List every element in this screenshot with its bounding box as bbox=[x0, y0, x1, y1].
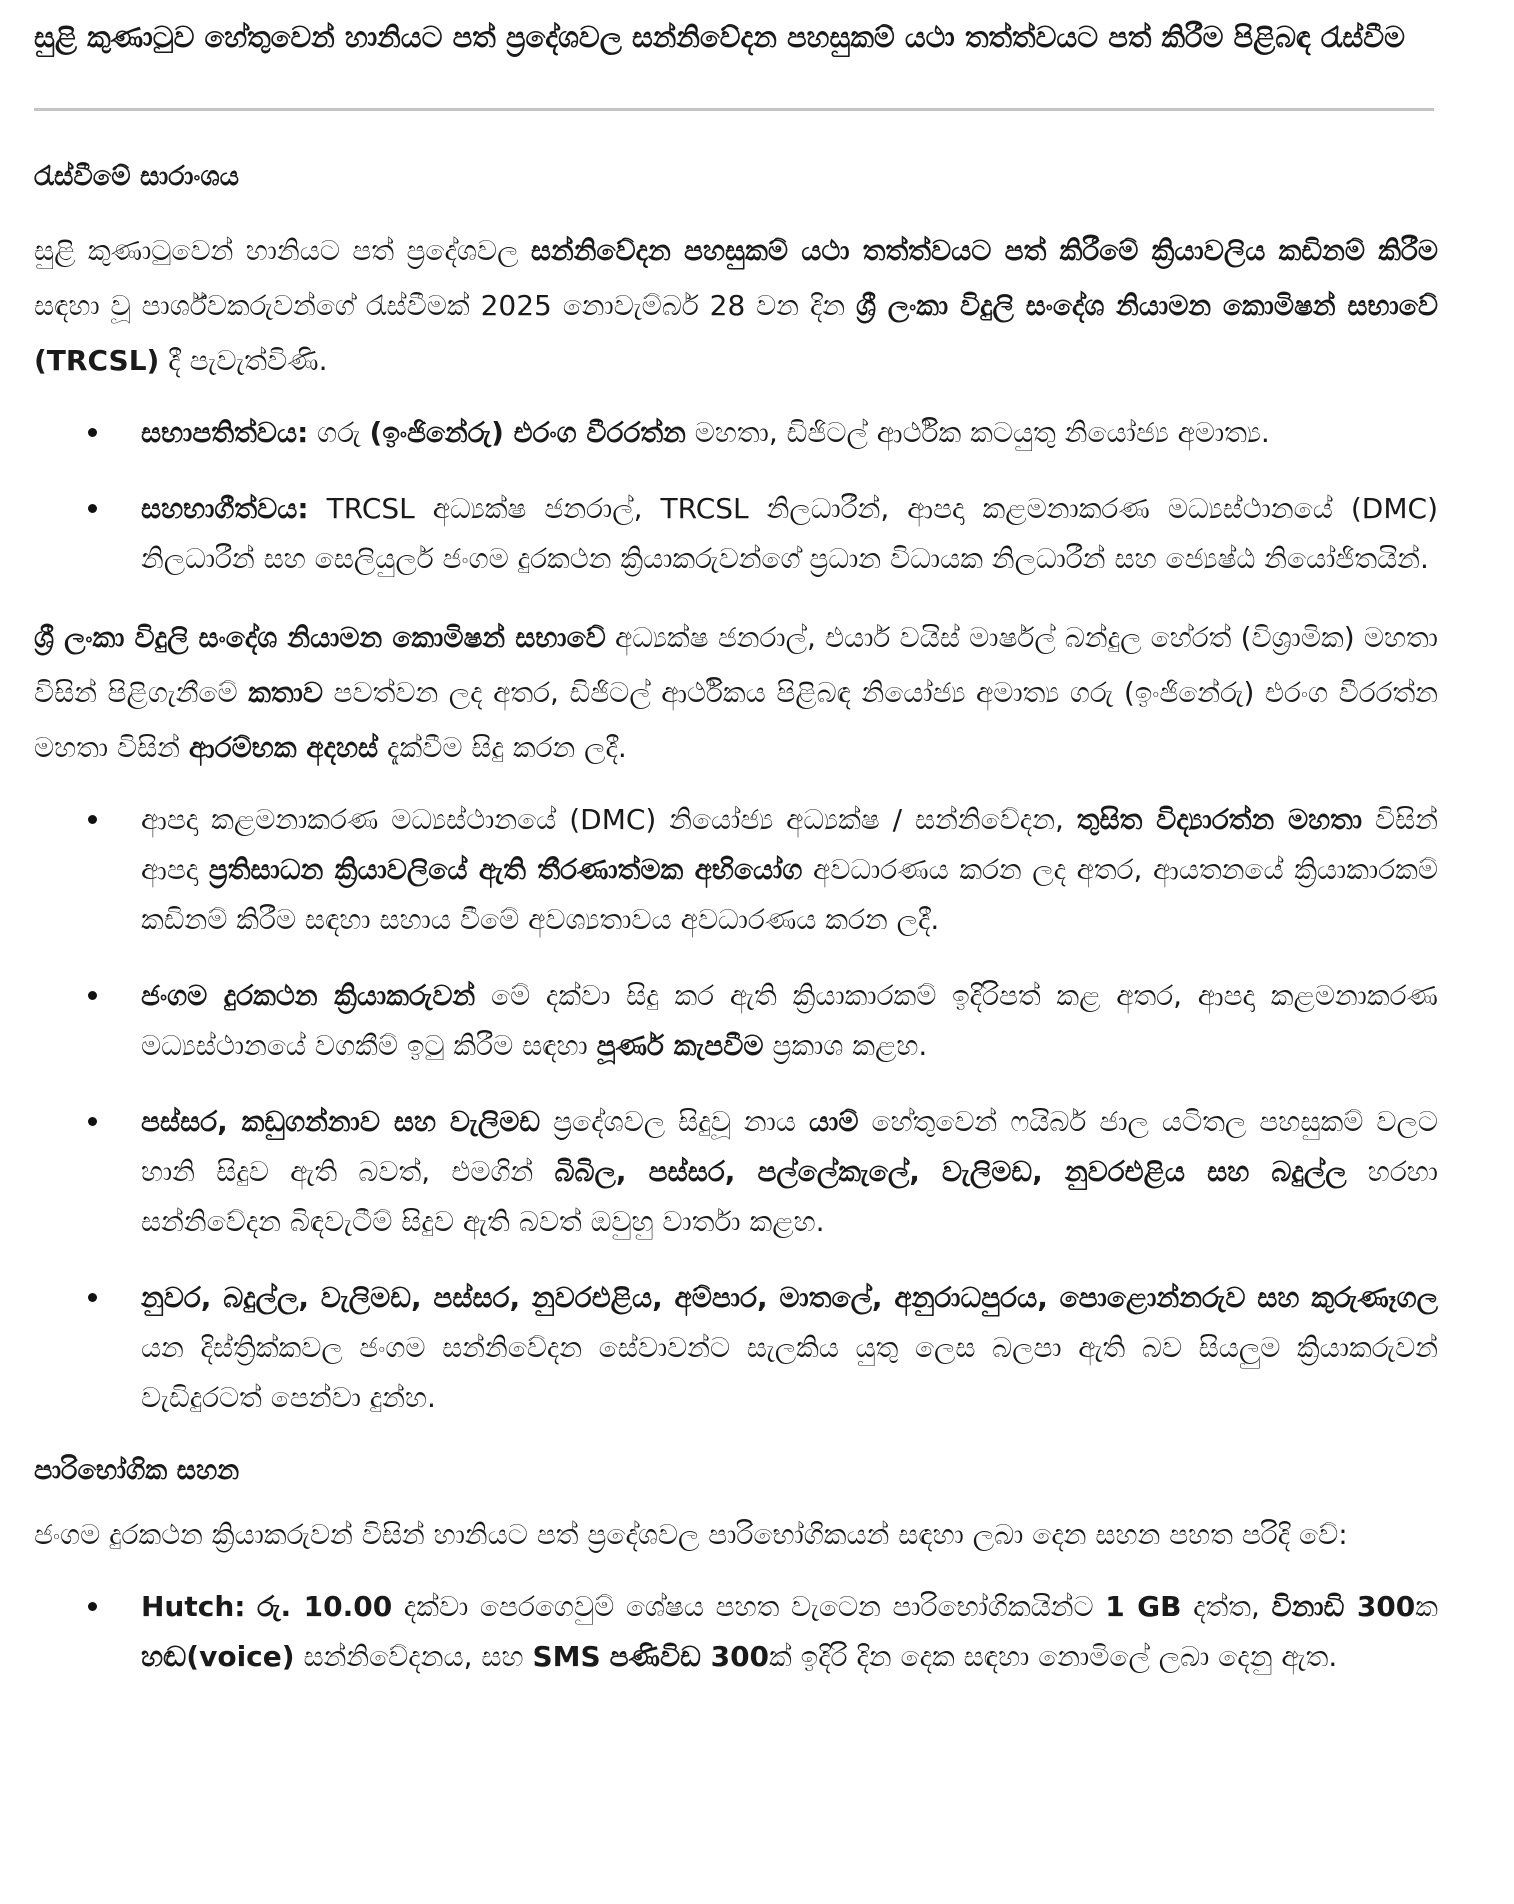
relief-heading: පාරිභෝගික සහන bbox=[34, 1455, 240, 1486]
intro-paragraph: සුළි කුණාටුවෙන් හානියට පත් ප්‍රදේශවල සන්නිවේදන පහසුකම් යථා තත්ත්වයට පත් කිරීමේ ක්‍රියාවලිය කඩිනම් කිරීම සඳහා වූ පාර්ශ්වකරුවන්ගේ රැස්වීමක් 2025 නොවැම්බර් 28 වන දින ශ්‍රී ලංකා විදුලි සංදේශ නියාමන කොමිෂන් සභාවේ (TRCSL) දී පැවැත්විණි. bbox=[34, 234, 1438, 377]
relief-list bbox=[34, 1582, 1438, 1682]
bullet-icon bbox=[88, 1602, 97, 1611]
horizontal-divider bbox=[34, 108, 1434, 111]
bullet-icon bbox=[88, 428, 97, 437]
list-item: Hutch: රු. 10.00 දක්වා පෙරගෙවුම් ශේෂය පහත වැටෙන පාරිභෝගිකයින්ට 1 GB දත්ත, විනාඩි 300ක හඬ(voice) සන්නිවේදනය, සහ SMS පණිවිඩ 300ක් ඉදිරි දින දෙක සඳහා නොමිලේ ලබා දෙනු ඇත. bbox=[34, 1582, 1438, 1682]
document-page bbox=[34, 0, 1438, 1708]
list-item: සභාපතිත්වය: ගරු (ඉංජිනේරු) එරංග වීරරත්න මහතා, ඩිජිටල් ආර්ථික කටයුතු නියෝජ්‍ය අමාත්‍ය. bbox=[34, 408, 1438, 458]
relief-intro-paragraph: ජංගම දුරකථන ක්‍රියාකරුවන් විසින් හානියට පත් ප්‍රදේශවල පාරිභෝගිකයන් සඳහා ලබා දෙන සහන පහත පරිදි වේ: bbox=[34, 1518, 1348, 1551]
bullet-icon bbox=[88, 1293, 97, 1302]
discussion-list bbox=[34, 795, 1438, 1423]
welcome-paragraph: ශ්‍රී ලංකා විදුලි සංදේශ නියාමන කොමිෂන් සභාවේ අධ්‍යක්ෂ ජනරාල්, එයාර් වයිස් මාර්ෂල් බන්දුල හේරත් (විශ්‍රාමික) මහතා විසින් පිළිගැනීමේ කතාව පවත්වන ලද අතර, ඩිජිටල් ආර්ථිකය පිළිබඳ නියෝජ්‍ය අමාත්‍ය ගරු (ඉංජිනේරු) එරංග වීරරත්න මහතා විසින් ආරම්භක අදහස් දැක්වීම සිදු කරන ලදී. bbox=[34, 621, 1438, 764]
list-item: නුවර, බදුල්ල, වැලිමඩ, පස්සර, නුවරඑළිය, අම්පාර, මාතලේ, අනුරාධපුරය, පොළොන්නරුව සහ කුරුණෑගල යන දිස්ත්‍රික්කවල ජංගම සන්නිවේදන සේවාවන්ට සැලකිය යුතු ලෙස බලපා ඇති බව සියලුම ක්‍රියාකරුවන් වැඩිදුරටත් පෙන්වා දුන්හ. bbox=[34, 1273, 1438, 1423]
list-item: සහභාගීත්වය: TRCSL අධ්‍යක්ෂ ජනරාල්, TRCSL නිලධාරීන්, ආපදා කළමනාකරණ මධ්‍යස්ථානයේ (DMC) නිලධාරීන් සහ සෙලියුලර් ජංගම දුරකථන ක්‍රියාකරුවන්ගේ ප්‍රධාන විධායක නිලධාරීන් සහ ජ්‍යෙෂ්ඨ නියෝජිතයින්. bbox=[34, 484, 1438, 584]
bullet-icon bbox=[88, 815, 97, 824]
bullet-icon bbox=[88, 504, 97, 513]
document-title: සුළි කුණාටුව හේතුවෙන් හානියට පත් ප්‍රදේශවල සන්නිවේදන පහසුකම් යථා තත්ත්වයට පත් කිරීම පිළිබඳ රැස්වීම bbox=[34, 20, 1405, 54]
participants-list bbox=[34, 408, 1438, 584]
summary-heading: රැස්වීමේ සාරාංශය bbox=[34, 161, 240, 192]
list-item: ආපදා කළමනාකරණ මධ්‍යස්ථානයේ (DMC) නියෝජ්‍ය අධ්‍යක්ෂ / සන්නිවේදන, තුසිත විද්‍යාරත්න මහතා විසින් ආපදා ප්‍රතිසාධන ක්‍රියාවලියේ ඇති තීරණාත්මක අභියෝග අවධාරණය කරන ලද අතර, ආයතනයේ ක්‍රියාකාරකම් කඩිනම් කිරීම සඳහා සහාය වීමේ අවශ්‍යතාවය අවධාරණය කරන ලදී. bbox=[34, 795, 1438, 945]
bullet-icon bbox=[88, 991, 97, 1000]
bullet-icon bbox=[88, 1117, 97, 1126]
list-item: පස්සර, කඩුගන්නාව සහ වැලිමඩ ප්‍රදේශවල සිදුවූ නාය යාම් හේතුවෙන් ෆයිබර් ජාල යටිතල පහසුකම් වලට හානි සිදුව ඇති බවත්, එමගින් බිබිල, පස්සර, පල්ලේකැලේ, වැලිමඩ, නුවරඑළිය සහ බදුල්ල හරහා සන්නිවේදන බිඳවැටීම් සිදුව ඇති බවත් ඔවුහු වාර්තා කළහ. bbox=[34, 1097, 1438, 1247]
list-item: ජංගම දුරකථන ක්‍රියාකරුවන් මේ දක්වා සිදු කර ඇති ක්‍රියාකාරකම් ඉදිරිපත් කළ අතර, ආපදා කළමනාකරණ මධ්‍යස්ථානයේ වගකීම් ඉටු කිරීම සඳහා පූර්ණ කැපවීම ප්‍රකාශ කළහ. bbox=[34, 971, 1438, 1071]
